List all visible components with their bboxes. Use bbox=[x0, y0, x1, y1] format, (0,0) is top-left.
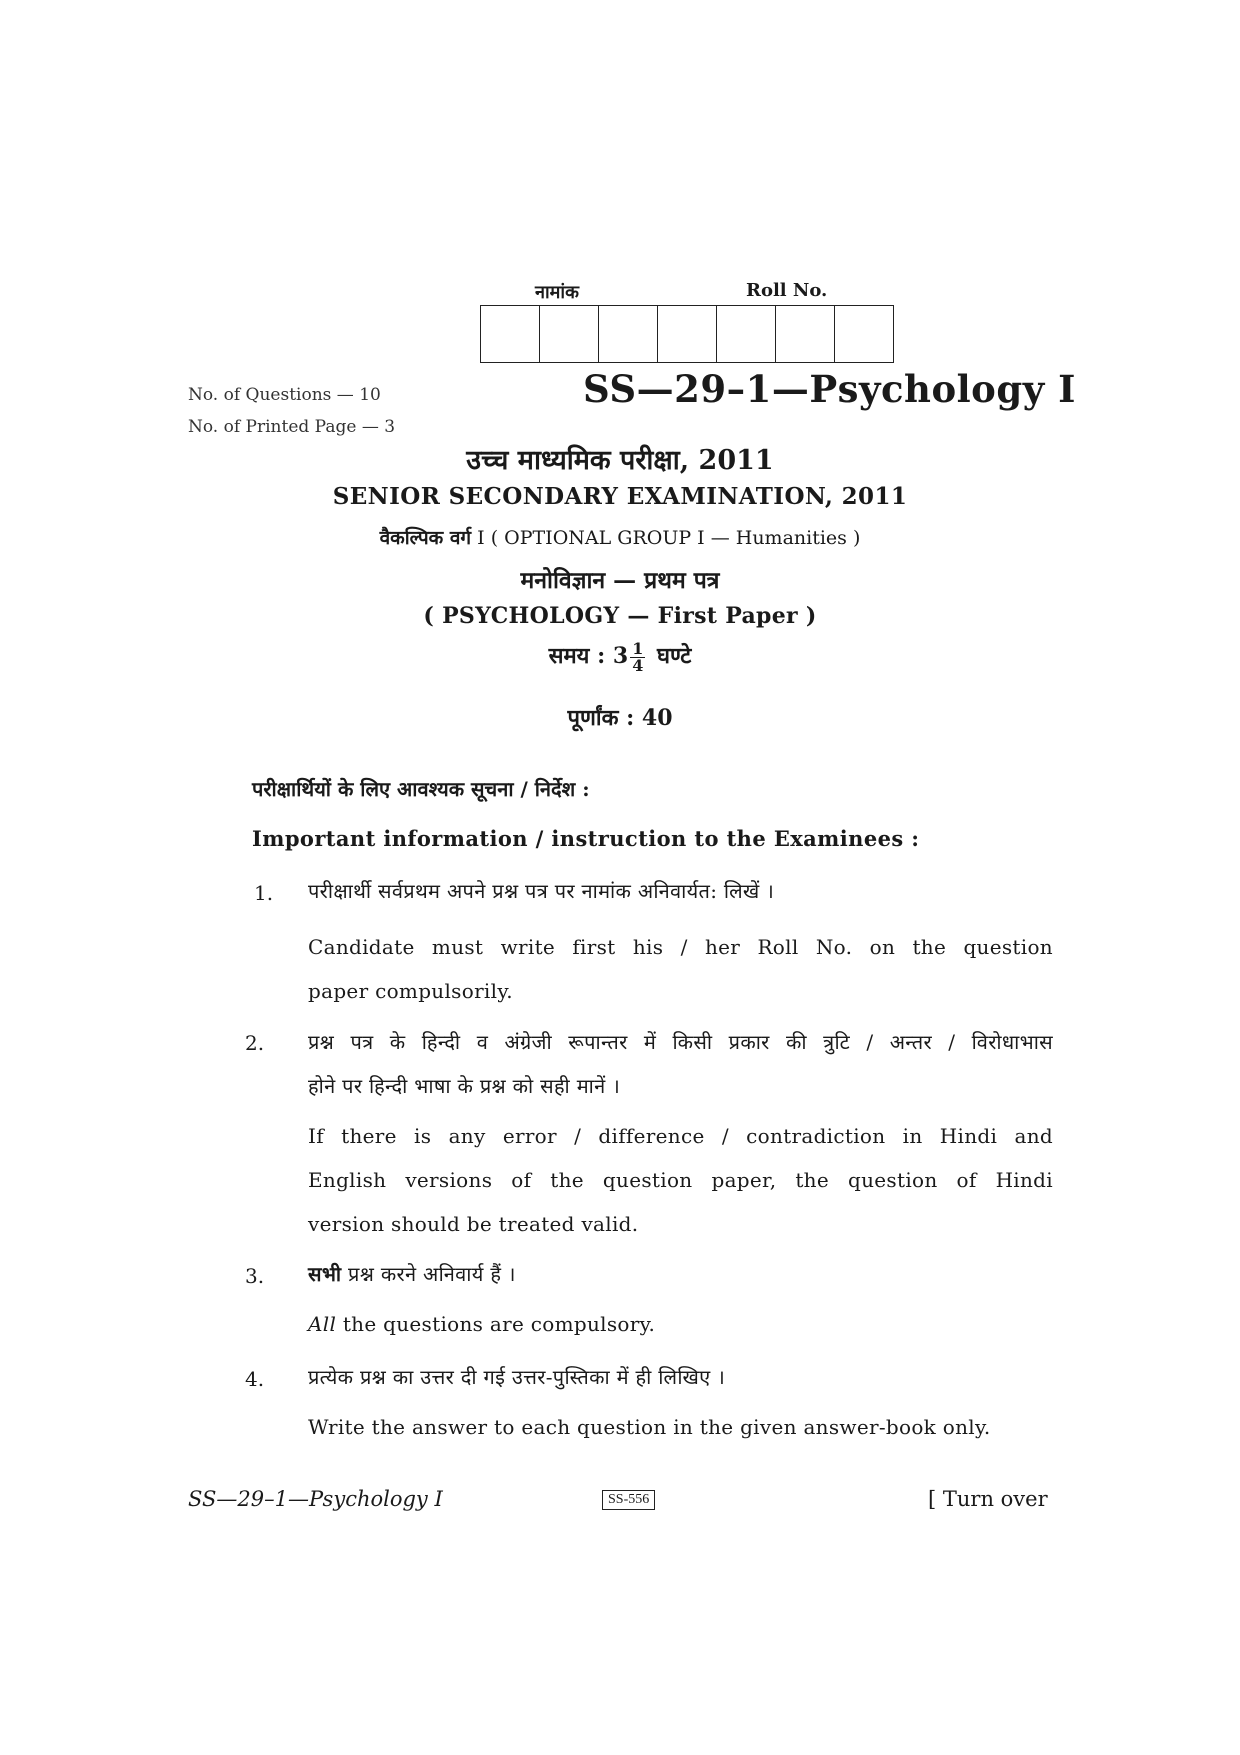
instruction-1-english-line2: paper compulsorily. bbox=[308, 979, 513, 1003]
instruction-number: 4. bbox=[245, 1367, 265, 1391]
roll-digit-box bbox=[776, 306, 835, 362]
roll-digit-box bbox=[599, 306, 658, 362]
instruction-3-english bbox=[308, 1312, 1053, 1336]
instruction-4-english: Write the answer to each question in the given answer-book only. bbox=[308, 1415, 991, 1439]
question-count: No. of Questions — 10 bbox=[188, 385, 381, 405]
roll-digit-box bbox=[717, 306, 776, 362]
exam-title-hindi: उच्च माध्यमिक परीक्षा, 2011 bbox=[466, 445, 774, 476]
instruction-3-hindi-bold: सभी bbox=[308, 1262, 342, 1286]
instruction-number: 2. bbox=[245, 1031, 265, 1055]
instruction-2-english-line1: If there is any error / difference / contradiction in Hindi and bbox=[308, 1124, 1053, 1148]
roll-label-hindi: नामांक bbox=[535, 282, 579, 303]
subject-hindi: मनोविज्ञान — प्रथम पत्र bbox=[520, 567, 720, 594]
subject-english: ( PSYCHOLOGY — First Paper ) bbox=[423, 603, 817, 629]
instruction-3-hindi-rest: प्रश्न करने अनिवार्य हैं । bbox=[348, 1262, 516, 1286]
turn-over-note: [ Turn over bbox=[928, 1487, 1048, 1511]
time-allowed bbox=[0, 640, 1240, 674]
optional-group-hindi: वैकल्पिक वर्ग bbox=[379, 527, 472, 549]
instruction-1-hindi: परीक्षार्थी सर्वप्रथम अपने प्रश्न पत्र पर नामांक अनिवार्यत: लिखें । bbox=[308, 879, 775, 903]
roll-label-english: Roll No. bbox=[746, 280, 828, 301]
roll-number-boxes bbox=[480, 305, 894, 363]
time-fraction bbox=[630, 638, 645, 675]
exam-title-english: SENIOR SECONDARY EXAMINATION, 2011 bbox=[332, 483, 908, 510]
instruction-3-english-rest: the questions are compulsory. bbox=[342, 1312, 656, 1336]
time-label: समय : 3 bbox=[548, 643, 629, 669]
instruction-4-hindi: प्रत्येक प्रश्न का उत्तर दी गई उत्तर-पुस्तिका में ही लिखिए । bbox=[308, 1365, 726, 1389]
instruction-2-english-line2: English versions of the question paper, the question of Hindi bbox=[308, 1168, 1053, 1192]
instruction-2-hindi-line1: प्रश्न पत्र के हिन्दी व अंग्रेजी रूपान्तर में किसी प्रकार की त्रुटि / अन्तर / विरोधाभास bbox=[308, 1030, 1053, 1054]
instruction-1-english-line1: Candidate must write first his / her Roll No. on the question bbox=[308, 935, 1053, 959]
instruction-2-english-line3: version should be treated valid. bbox=[308, 1212, 639, 1236]
optional-group bbox=[0, 524, 1240, 550]
time-unit: घण्टे bbox=[657, 643, 692, 669]
instruction-2-hindi-line2: होने पर हिन्दी भाषा के प्रश्न को सही मानें । bbox=[308, 1074, 621, 1098]
optional-group-english: I ( OPTIONAL GROUP I — Humanities ) bbox=[477, 527, 861, 549]
instruction-3-hindi bbox=[308, 1260, 1053, 1287]
instruction-number: 1. bbox=[254, 881, 274, 905]
instructions-heading-hindi: परीक्षार्थियों के लिए आवश्यक सूचना / निर्देश : bbox=[252, 777, 590, 801]
roll-digit-box bbox=[658, 306, 717, 362]
paper-code-title: SS—29–1—Psychology I bbox=[583, 367, 1076, 411]
maximum-marks: पूर्णांक : 40 bbox=[567, 705, 673, 731]
fraction-denominator: 4 bbox=[632, 655, 644, 675]
instructions-heading-english: Important information / instruction to the Examinees : bbox=[252, 826, 920, 851]
roll-digit-box bbox=[835, 306, 893, 362]
footer-paper-code: SS—29–1—Psychology I bbox=[188, 1487, 443, 1511]
fraction-numerator: 1 bbox=[632, 638, 644, 658]
footer-code-box: SS-556 bbox=[602, 1490, 655, 1510]
instruction-number: 3. bbox=[245, 1264, 265, 1288]
roll-digit-box bbox=[540, 306, 599, 362]
roll-digit-box bbox=[481, 306, 540, 362]
printed-page-count: No. of Printed Page — 3 bbox=[188, 417, 396, 437]
instruction-3-english-italic: All bbox=[308, 1312, 337, 1336]
